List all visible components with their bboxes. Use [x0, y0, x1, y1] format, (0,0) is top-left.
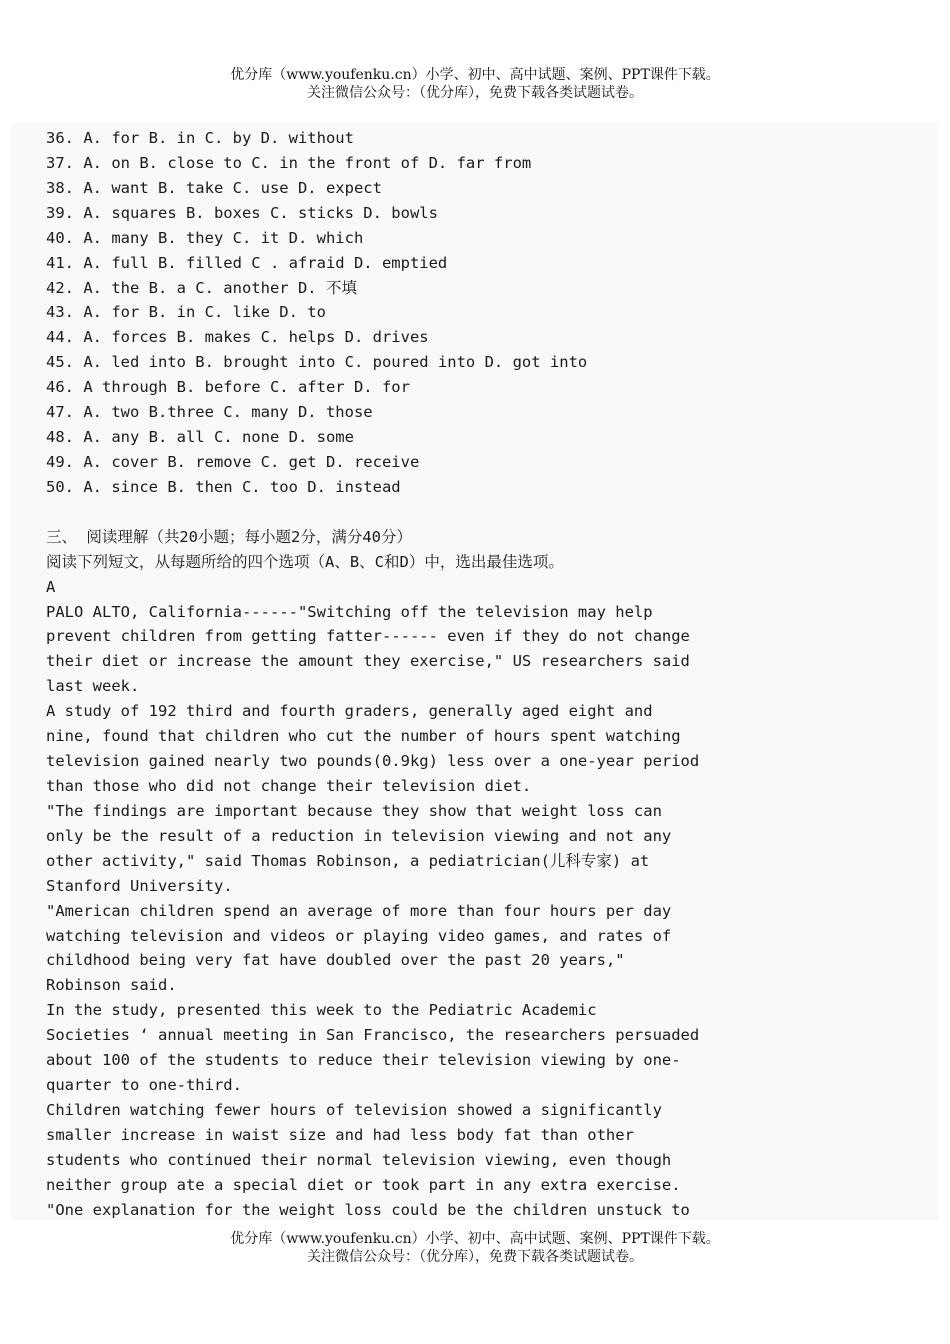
passage-line: watching television and videos or playing video games, and rates of — [46, 926, 672, 945]
option-line: 38. A. want B. take C. use D. expect — [46, 178, 382, 197]
passage-line: television gained nearly two pounds(0.9kg) less over a one-year period — [46, 752, 700, 771]
passage-line: than those who did not change their television diet. — [46, 776, 532, 795]
option-line: 39. A. squares B. boxes C. sticks D. bowls — [46, 203, 438, 222]
passage-line: PALO ALTO, California------"Switching off the television may help — [46, 602, 653, 621]
passage-line: nine, found that children who cut the number of hours spent watching — [46, 727, 681, 746]
passage-line: Stanford University. — [46, 876, 233, 895]
passage-text — [46, 600, 926, 1223]
passage-line: childhood being very fat have doubled over the past 20 years," — [46, 951, 625, 970]
passage-line: Children watching fewer hours of television showed a significantly — [46, 1100, 662, 1119]
passage-line: "One explanation for the weight loss could be the children unstuck to — [46, 1200, 690, 1219]
passage-line: quarter to one-third. — [46, 1076, 242, 1095]
passage-line: only be the result of a reduction in television viewing and not any — [46, 826, 672, 845]
passage-line: Robinson said. — [46, 976, 177, 995]
footer-line-2: 关注微信公众号：（优分库），免费下载各类试题试卷。 — [307, 1249, 643, 1265]
passage-line: last week. — [46, 677, 140, 696]
passage-line: other activity," said Thomas Robinson, a pediatrician(儿科专家) at — [46, 851, 650, 870]
passage-line: In the study, presented this week to the Pediatric Academic — [46, 1001, 597, 1020]
passage-label: A — [46, 577, 56, 596]
passage-line: their diet or increase the amount they exercise," US researchers said — [46, 652, 690, 671]
page-header — [0, 66, 950, 102]
passage-line: Societies ‘ annual meeting in San Francisco, the researchers persuaded — [46, 1026, 700, 1045]
answer-options-list — [46, 126, 926, 500]
passage-line: A study of 192 third and fourth graders, generally aged eight and — [46, 702, 653, 721]
header-line-1: 优分库（www.youfenku.cn）小学、初中、高中试题、案例、PPT课件下载。 — [230, 67, 720, 83]
option-line: 49. A. cover B. remove C. get D. receive — [46, 452, 420, 471]
passage-line: prevent children from getting fatter------ even if they do not change — [46, 627, 690, 646]
option-line: 37. A. on B. close to C. in the front of D. far from — [46, 153, 532, 172]
passage-line: "The findings are important because they show that weight loss can — [46, 801, 662, 820]
passage-line: "American children spend an average of more than four hours per day — [46, 901, 672, 920]
page-footer — [0, 1230, 950, 1266]
option-line: 46. A through B. before C. after D. for — [46, 378, 410, 397]
passage-line: about 100 of the students to reduce their television viewing by one- — [46, 1051, 681, 1070]
option-line: 40. A. many B. they C. it D. which — [46, 228, 364, 247]
option-line: 45. A. led into B. brought into C. poured into D. got into — [46, 353, 588, 372]
option-line: 47. A. two B.three C. many D. those — [46, 403, 373, 422]
option-line: 44. A. forces B. makes C. helps D. drives — [46, 328, 429, 347]
header-line-2: 关注微信公众号：（优分库），免费下载各类试题试卷。 — [307, 85, 643, 101]
option-line: 42. A. the B. a C. another D. 不填 — [46, 278, 357, 297]
passage-line: neither group ate a special diet or took part in any extra exercise. — [46, 1175, 681, 1194]
option-line: 48. A. any B. all C. none D. some — [46, 428, 354, 447]
spacer — [46, 500, 926, 525]
option-line: 41. A. full B. filled C . afraid D. emptied — [46, 253, 448, 272]
section-instruction: 阅读下列短文，从每题所给的四个选项（A、B、C和D）中，选出最佳选项。 — [46, 552, 564, 571]
section-title: 三、 阅读理解（共20小题；每小题2分，满分40分） — [46, 527, 412, 546]
option-line: 43. A. for B. in C. like D. to — [46, 303, 326, 322]
document-content — [46, 126, 926, 1223]
option-line: 36. A. for B. in C. by D. without — [46, 129, 354, 147]
passage-line: smaller increase in waist size and had less body fat than other — [46, 1125, 634, 1144]
option-line: 50. A. since B. then C. too D. instead — [46, 477, 401, 496]
passage-line: students who continued their normal television viewing, even though — [46, 1150, 672, 1169]
footer-line-1: 优分库（www.youfenku.cn）小学、初中、高中试题、案例、PPT课件下载。 — [230, 1231, 720, 1247]
